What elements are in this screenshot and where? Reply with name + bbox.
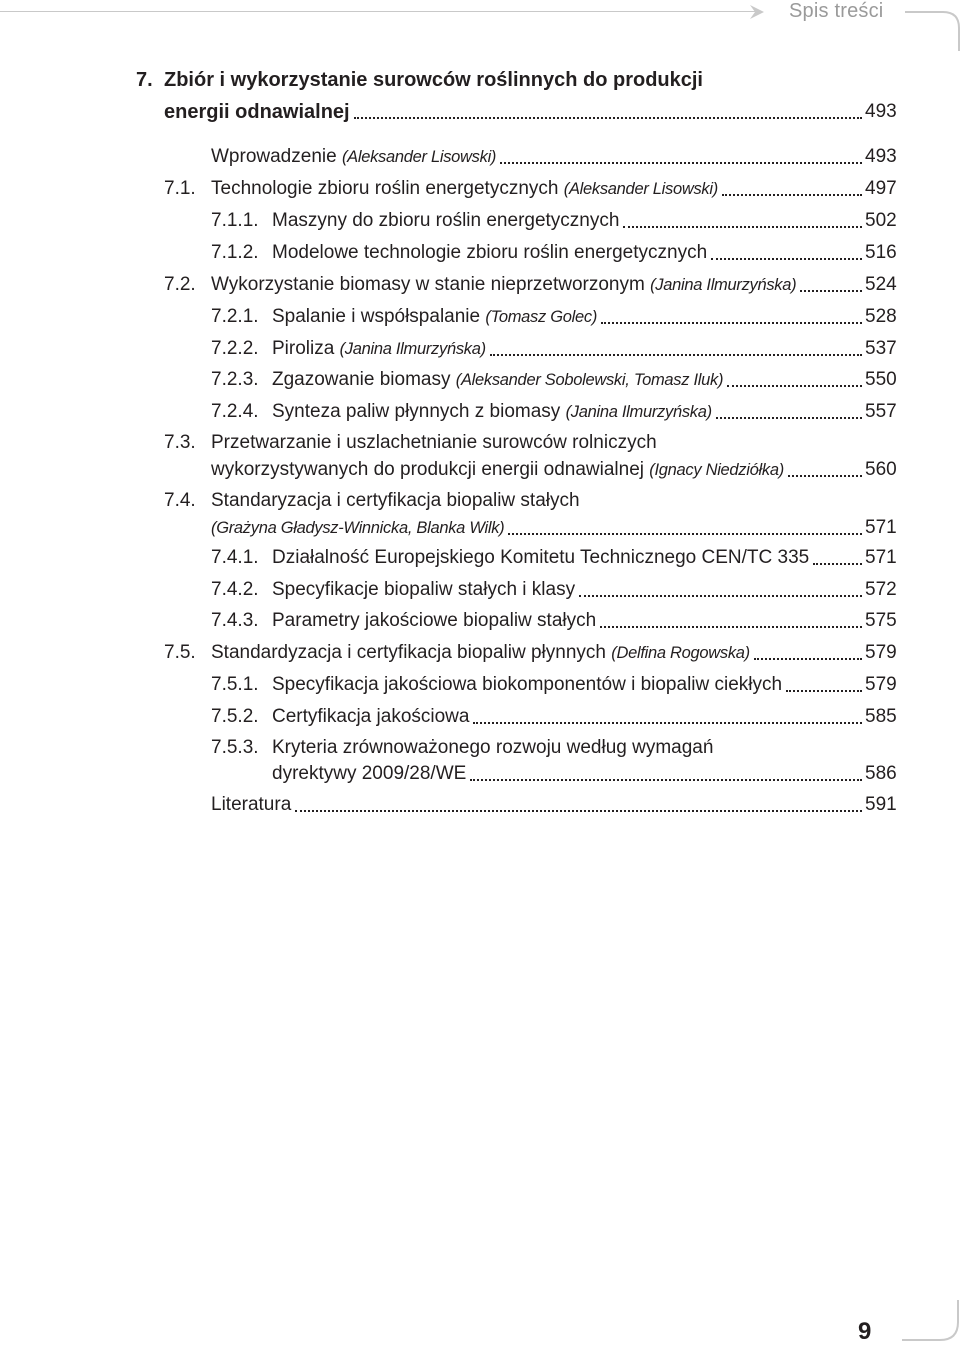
- entry-title: Wykorzystanie biomasy w stanie nieprzetworzonym: [211, 274, 645, 295]
- leader-dots: [508, 529, 862, 535]
- entry-page: 493: [865, 146, 897, 167]
- entry-author: (Ignacy Niedziółka): [649, 461, 784, 479]
- leader-dots: [470, 775, 862, 781]
- entry-number: 7.5.1.: [211, 674, 259, 695]
- entry-number: 7.2.1.: [211, 306, 259, 327]
- running-header-title: Spis treści: [789, 0, 884, 22]
- header-rule: [0, 11, 760, 12]
- leader-dots: [354, 113, 862, 119]
- page-corner-decoration: [905, 11, 960, 51]
- leader-dots: [727, 381, 862, 387]
- entry-number: 7.2.3.: [211, 369, 259, 390]
- entry-title: Specyfikacja jakościowa biokomponentów i biopaliw ciekłych: [272, 674, 783, 695]
- leader-dots: [800, 286, 862, 292]
- leader-dots: [473, 718, 862, 724]
- leader-dots: [813, 559, 862, 565]
- entry-page: 524: [865, 274, 897, 295]
- leader-dots: [716, 413, 862, 419]
- chapter-title-line2: energii odnawialnej: [164, 101, 350, 123]
- leader-dots: [600, 622, 862, 628]
- entry-page: 537: [865, 338, 897, 359]
- entry-number: 7.2.: [164, 274, 196, 295]
- entry-author: (Delfina Rogowska): [611, 644, 750, 662]
- entry-title: Technologie zbioru roślin energetycznych: [211, 178, 559, 199]
- entry-number: 7.4.3.: [211, 610, 259, 631]
- entry-page: 557: [865, 401, 897, 422]
- entry-author: (Janina Ilmurzyńska): [339, 340, 486, 358]
- entry-title: Specyfikacje biopaliw stałych i klasy: [272, 579, 576, 600]
- entry-number: 7.4.: [164, 490, 196, 511]
- entry-author: (Aleksander Sobolewski, Tomasz Iluk): [455, 371, 724, 389]
- entry-page: 575: [865, 610, 897, 631]
- entry-page: 502: [865, 210, 897, 231]
- entry-author: (Janina Ilmurzyńska): [650, 276, 797, 294]
- leader-dots: [601, 318, 862, 324]
- entry-number: 7.3.: [164, 432, 196, 453]
- entry-page: 497: [865, 178, 897, 199]
- entry-title: Standardyzacja i certyfikacja biopaliw płynnych: [211, 642, 606, 663]
- leader-dots: [786, 686, 862, 692]
- entry-page: 586: [865, 763, 897, 784]
- entry-author: (Tomasz Golec): [485, 308, 598, 326]
- entry-number: 7.5.2.: [211, 706, 259, 727]
- entry-page: 571: [865, 547, 897, 568]
- entry-page: 579: [865, 674, 897, 695]
- entry-number: 7.5.3.: [211, 737, 259, 758]
- leader-dots: [500, 158, 862, 164]
- entry-number: 7.4.2.: [211, 579, 259, 600]
- page-number: 9: [858, 1318, 872, 1345]
- entry-title: Maszyny do zbioru roślin energetycznych: [272, 210, 620, 231]
- entry-page: 572: [865, 579, 897, 600]
- leader-dots: [754, 654, 862, 660]
- entry-page: 528: [865, 306, 897, 327]
- leader-dots: [579, 591, 862, 597]
- entry-page: 585: [865, 706, 897, 727]
- entry-title: dyrektywy 2009/28/WE: [272, 763, 467, 784]
- chapter-page: 493: [865, 101, 897, 122]
- entry-author: (Aleksander Lisowski): [563, 180, 718, 198]
- entry-page: 516: [865, 242, 897, 263]
- entry-title: Certyfikacja jakościowa: [272, 706, 470, 727]
- entry-title: Przetwarzanie i uszlachetnianie surowców rolniczych: [211, 432, 657, 453]
- entry-page: 591: [865, 794, 897, 815]
- entry-author: (Janina Ilmurzyńska): [565, 403, 712, 421]
- entry-title: Zgazowanie biomasy: [272, 369, 451, 390]
- leader-dots: [788, 471, 862, 477]
- page-corner-decoration: [902, 1300, 960, 1342]
- entry-title: Synteza paliw płynnych z biomasy: [272, 401, 561, 422]
- entry-title: Literatura: [211, 794, 292, 815]
- entry-title: Parametry jakościowe biopaliw stałych: [272, 610, 597, 631]
- entry-title: Spalanie i współspalanie: [272, 306, 481, 327]
- entry-title: Wprowadzenie: [211, 146, 337, 167]
- entry-title: Standaryzacja i certyfikacja biopaliw stałych: [211, 490, 580, 511]
- leader-dots: [490, 350, 862, 356]
- entry-title: Piroliza: [272, 338, 335, 359]
- entry-author: (Aleksander Lisowski): [341, 148, 497, 166]
- entry-page: 550: [865, 369, 897, 390]
- entry-page: 571: [865, 517, 897, 538]
- leader-dots: [295, 806, 862, 812]
- leader-dots: [722, 190, 862, 196]
- entry-number: 7.1.: [164, 178, 196, 199]
- entry-title: Modelowe technologie zbioru roślin energetycznych: [272, 242, 708, 263]
- entry-title: Kryteria zrównoważonego rozwoju według wymagań: [272, 737, 714, 758]
- leader-dots: [623, 222, 862, 228]
- entry-number: 7.1.2.: [211, 242, 259, 263]
- entry-number: 7.2.4.: [211, 401, 259, 422]
- entry-number: 7.2.2.: [211, 338, 259, 359]
- entry-page: 579: [865, 642, 897, 663]
- entry-title: Działalność Europejskiego Komitetu Technicznego CEN/TC 335: [272, 547, 810, 568]
- entry-title: wykorzystywanych do produkcji energii odnawialnej: [211, 459, 644, 480]
- entry-page: 560: [865, 459, 897, 480]
- entry-number: 7.5.: [164, 642, 196, 663]
- entry-number: 7.4.1.: [211, 547, 259, 568]
- leader-dots: [711, 254, 862, 260]
- chapter-number: 7.: [136, 69, 153, 91]
- chevron-right-icon: [748, 3, 768, 21]
- entry-author: (Grażyna Gładysz-Winnicka, Blanka Wilk): [211, 519, 505, 537]
- chapter-title-line1: Zbiór i wykorzystanie surowców roślinnych do produkcji: [164, 69, 703, 91]
- entry-number: 7.1.1.: [211, 210, 259, 231]
